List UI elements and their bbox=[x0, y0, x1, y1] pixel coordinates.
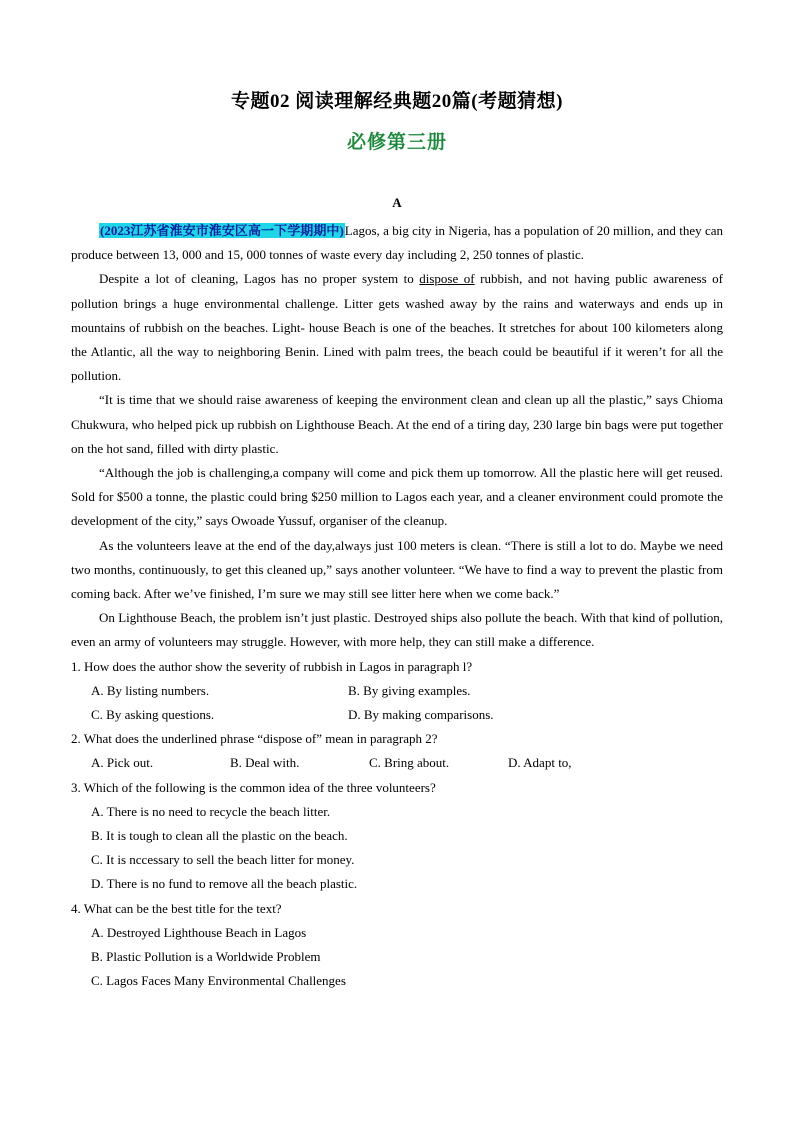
passage-paragraph-3: “It is time that we should raise awareness of keeping the environment clean and clean up all the plastic,” says Chioma Chukwura, who helped pick up rubbish on Lighthouse Beach. At the end of a tiring day, 230 large bin bags were put together on the hot sand, filled with dirty plastic. bbox=[71, 392, 723, 456]
question-2-option-c[interactable]: C. Bring about. bbox=[369, 755, 450, 771]
passage-label: A bbox=[392, 195, 402, 210]
question-1-option-d[interactable]: D. By making comparisons. bbox=[348, 707, 494, 723]
question-3-option-b[interactable]: B. It is tough to clean all the plastic on the beach. bbox=[91, 828, 348, 844]
question-1-option-c[interactable]: C. By asking questions. bbox=[91, 707, 215, 723]
question-4-option-a[interactable]: A. Destroyed Lighthouse Beach in Lagos bbox=[91, 924, 307, 940]
document-subtitle: 必修第三册 bbox=[346, 132, 447, 153]
question-1-option-b[interactable]: B. By giving examples. bbox=[348, 682, 471, 698]
question-2-stem: 2. What does the underlined phrase “dispose of” mean in paragraph 2? bbox=[71, 731, 438, 747]
question-4-option-b[interactable]: B. Plastic Pollution is a Worldwide Problem bbox=[91, 949, 321, 965]
document-page bbox=[71, 90, 723, 994]
passage-paragraph-2 bbox=[71, 267, 723, 388]
question-2-option-b[interactable]: B. Deal with. bbox=[230, 755, 300, 771]
question-2-option-d[interactable]: D. Adapt to, bbox=[508, 755, 572, 771]
question-2-options-row bbox=[71, 751, 723, 775]
paragraph-2-after: rubbish, and not having public awareness of pollution brings a huge environmental challenge. Litter gets washed away by the rains and waterways and ends up in mountains of rubbish on the beaches. Light- house Beach is one of the beaches. It stretches for about 100 kilometers along the Atlantic, all the way to neighboring Benin. Lined with palm trees, the beach could be beautiful if it weren’t for all the pollution. bbox=[71, 271, 723, 384]
passage-paragraph-5: As the volunteers leave at the end of the day,always just 100 meters is clean. “There is still a lot to do. Maybe we need two months, continuously, to get this cleaned up,” says another volunteer. “We have to find a way to prevent the plastic from coming back. After we’ve finished, I’m sure we may still see litter here when we come back.” bbox=[71, 537, 723, 602]
document-title: 专题02 阅读理解经典题20篇(考题猜想) bbox=[231, 91, 563, 112]
question-1-stem: 1. How does the author show the severity of rubbish in Lagos in paragraph l? bbox=[71, 658, 473, 674]
question-3-stem: 3. Which of the following is the common idea of the three volunteers? bbox=[71, 779, 436, 795]
question-3-option-d[interactable]: D. There is no fund to remove all the beach plastic. bbox=[91, 876, 358, 892]
paragraph-2-before: Despite a lot of cleaning, Lagos has no proper system to bbox=[99, 271, 420, 287]
underlined-phrase: dispose of bbox=[419, 271, 475, 287]
question-3-option-c[interactable]: C. It is nccessary to sell the beach litter for money. bbox=[91, 852, 355, 868]
question-2-option-a[interactable]: A. Pick out. bbox=[91, 755, 154, 771]
passage-paragraph-4: “Although the job is challenging,a company will come and pick them up tomorrow. All the plastic here will get reused. Sold for $500 a tonne, the plastic could bring $250 million to Lagos each year, and a cleaner environment could promote the development of the city,” says Owoade Yussuf, organiser of the cleanup. bbox=[71, 465, 723, 529]
question-1-option-a[interactable]: A. By listing numbers. bbox=[91, 682, 210, 698]
passage-paragraph-6: On Lighthouse Beach, the problem isn’t just plastic. Destroyed ships also pollute the beach. With that kind of pollution, even an army of volunteers may struggle. However, with more help, they can still make a difference. bbox=[71, 610, 723, 650]
passage-paragraph-1 bbox=[71, 219, 723, 267]
source-tag: (2023江苏省淮安市淮安区高一下学期期中) bbox=[100, 223, 344, 238]
paragraph-1-text: Lagos, a big city in Nigeria, has a population of 20 million, and they can produce between 13, 000 and 15, 000 tonnes of waste every day including 2, 250 tonnes of plastic. bbox=[71, 223, 723, 263]
question-1-options-row-1 bbox=[71, 679, 723, 703]
question-4-option-c[interactable]: C. Lagos Faces Many Environmental Challenges bbox=[91, 973, 346, 989]
question-4-stem: 4. What can be the best title for the text? bbox=[71, 900, 282, 916]
question-3-option-a[interactable]: A. There is no need to recycle the beach litter. bbox=[91, 803, 331, 819]
question-1-options-row-2 bbox=[71, 703, 723, 727]
